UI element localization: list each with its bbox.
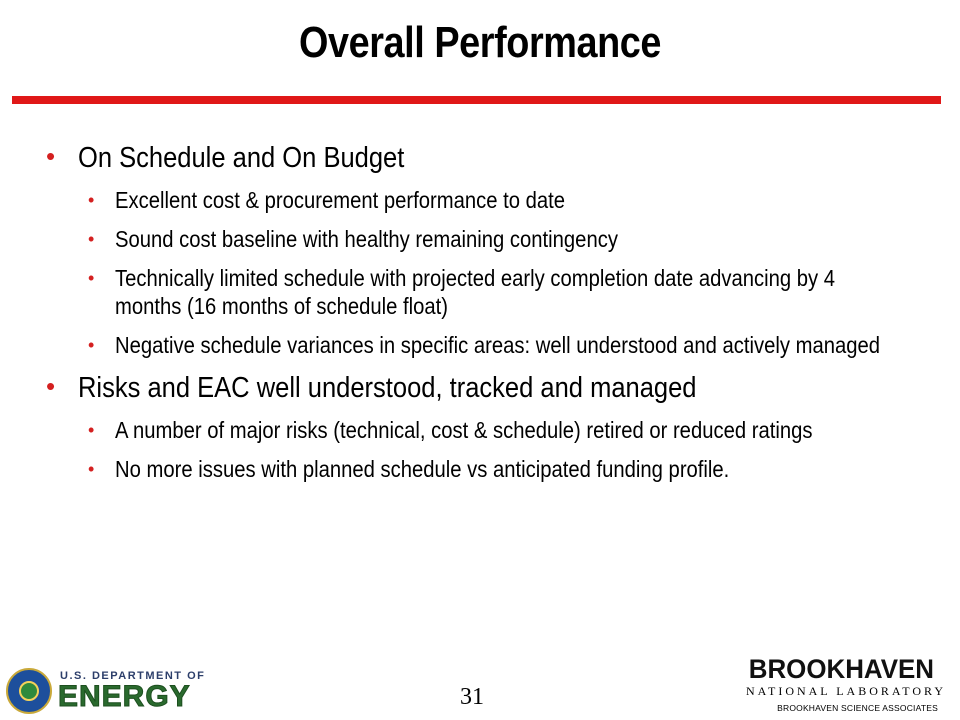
slide-title: Overall Performance xyxy=(298,18,662,67)
bullet-icon: • xyxy=(88,268,95,288)
bullet-level2 xyxy=(40,455,920,483)
bullet-icon: • xyxy=(88,335,95,355)
bullet-icon: • xyxy=(88,459,95,479)
bullet-icon: • xyxy=(88,420,95,440)
bullet-level2 xyxy=(40,225,920,253)
bullet-level2 xyxy=(40,264,920,320)
bullet-icon: • xyxy=(88,229,95,249)
bullet-list xyxy=(40,140,920,494)
bnl-associates-text: BROOKHAVEN SCIENCE ASSOCIATES xyxy=(777,703,938,713)
bullet-text: A number of major risks (technical, cost & schedule) retired or reduced ratings xyxy=(115,417,813,443)
title-divider xyxy=(12,96,941,104)
bullet-level2 xyxy=(40,186,920,214)
bullet-text: Sound cost baseline with healthy remaining contingency xyxy=(115,226,618,252)
bullet-level1 xyxy=(40,370,920,406)
bullet-icon: • xyxy=(88,190,95,210)
bullet-level2 xyxy=(40,416,920,444)
doe-seal-icon xyxy=(6,668,52,714)
bullet-text: Technically limited schedule with projected early completion date advancing by 4 months (16 months of schedule float) xyxy=(115,265,836,319)
bullet-text: Risks and EAC well understood, tracked and managed xyxy=(78,372,697,404)
bullet-text: Excellent cost & procurement performance to date xyxy=(115,187,566,213)
bnl-name-text: BROOKHAVEN xyxy=(748,654,934,684)
bullet-text: On Schedule and On Budget xyxy=(78,142,405,174)
bnl-logo xyxy=(740,654,952,720)
page-number: 31 xyxy=(460,684,484,710)
bullet-text: No more issues with planned schedule vs anticipated funding profile. xyxy=(115,456,730,482)
bullet-text: Negative schedule variances in specific areas: well understood and actively managed xyxy=(115,332,881,358)
doe-energy-text: ENERGY xyxy=(58,680,191,713)
bullet-level1 xyxy=(40,140,920,176)
bullet-level2 xyxy=(40,331,920,359)
bullet-icon: • xyxy=(46,141,56,171)
doe-department-text: U.S. DEPARTMENT OF xyxy=(60,670,206,682)
bullet-icon: • xyxy=(46,371,56,401)
bnl-lab-text: NATIONAL LABORATORY xyxy=(745,684,946,698)
